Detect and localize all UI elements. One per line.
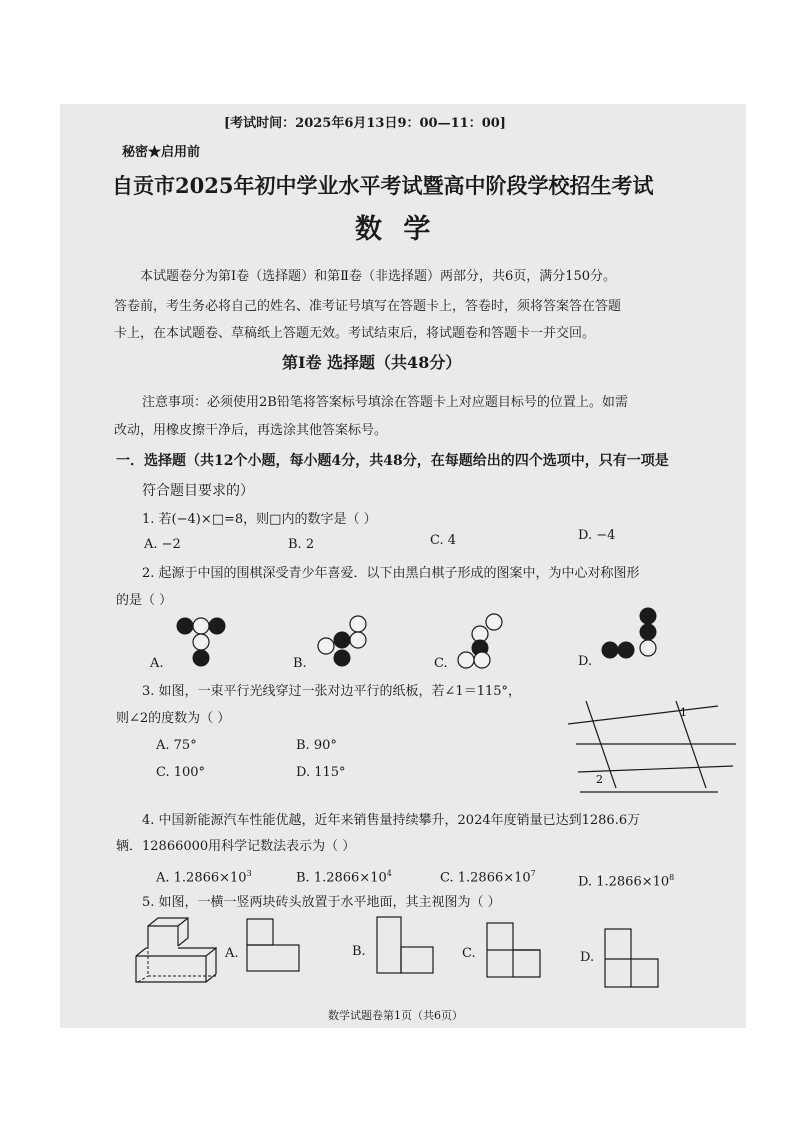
q4-option-d-base: D. 1.2866×10: [578, 874, 670, 890]
white-stone: [350, 632, 366, 648]
section-heading-line-1: 一．选择题（共12个小题，每小题4分，共48分，在每题给出的四个选项中，只有一项是: [116, 453, 669, 469]
angle-2-label: 2: [596, 773, 603, 786]
q5-bricks-figure: [132, 916, 222, 988]
q4-option-a: [156, 869, 252, 885]
black-stone: [177, 618, 193, 634]
q4-option-b-base: B. 1.2866×10: [296, 870, 387, 886]
q3-option-c: C. 100°: [156, 765, 206, 780]
q5-option-d-label: D.: [580, 950, 595, 965]
q2-option-d-label: D.: [578, 654, 593, 669]
q2-stem-line-2: 的是（ ）: [116, 593, 173, 608]
intro-line-2: 答卷前，考生务必将自己的姓名、准考证号填写在答题卡上，答卷时，须将答案答在答题: [114, 299, 622, 314]
q4-option-b-exponent: 4: [386, 869, 392, 878]
white-stone: [193, 634, 209, 650]
section-heading-line-2: 符合题目要求的）: [142, 483, 254, 499]
q2-option-c-figure: [456, 612, 512, 668]
white-stone: [318, 638, 334, 654]
q2-option-b-figure: [315, 612, 377, 672]
intro-line-3: 卡上，在本试题卷、草稿纸上答题无效。考试结束后，将试题卷和答题卡一并交回。: [114, 326, 596, 341]
q4-option-c: [440, 869, 536, 885]
q3-option-d: D. 115°: [296, 765, 346, 780]
q4-option-c-base: C. 1.2866×10: [440, 870, 531, 886]
white-stone: [474, 652, 490, 668]
q4-stem-line-2: 辆．12866000用科学记数法表示为（ ）: [116, 839, 356, 854]
secret-label: 秘密★启用前: [122, 145, 201, 160]
q4-option-b: [296, 869, 392, 885]
q4-option-d: [578, 873, 674, 889]
page-footer: 数学试题卷第1页（共6页）: [328, 1009, 463, 1022]
angle-1-label: 1: [680, 706, 687, 719]
light-ray: [578, 766, 733, 772]
white-stone: [458, 652, 474, 668]
q1-option-d: D. −4: [578, 528, 616, 543]
q2-stem-line-1: 2. 起源于中国的围棋深受青少年喜爱．以下由黑白棋子形成的图案中，为中心对称图形: [142, 566, 640, 581]
intro-line-1: 本试题卷分为第Ⅰ卷（选择题）和第Ⅱ卷（非选择题）两部分，共6页，满分150分。: [140, 269, 617, 284]
q4-option-a-exponent: 3: [246, 869, 252, 878]
q2-option-b-label: B.: [293, 656, 307, 671]
q3-option-a: A. 75°: [156, 738, 197, 753]
q2-option-a-figure: [170, 614, 230, 670]
notice-line-1: 注意事项：必须使用2B铅笔将答案标号填涂在答题卡上对应题目标号的位置上。如需: [142, 395, 628, 410]
white-stone: [640, 640, 656, 656]
q2-option-d-figure: [600, 604, 662, 668]
part1-heading: 第Ⅰ卷 选择题（共48分）: [282, 353, 462, 372]
q5-option-b-figure: [376, 916, 436, 976]
exam-time: [考试时间：2025年6月13日9：00—11：00]: [224, 116, 506, 131]
q5-option-c-figure: [486, 922, 544, 980]
white-stone: [350, 616, 366, 632]
black-stone: [640, 608, 656, 624]
q5-option-a-figure: [246, 918, 302, 974]
q5-stem: 5. 如图，一横一竖两块砖头放置于水平地面，其主视图为（ ）: [142, 895, 501, 910]
notice-line-2: 改动，用橡皮擦干净后，再选涂其他答案标号。: [114, 423, 388, 438]
black-stone: [334, 632, 350, 648]
white-stone: [193, 618, 209, 634]
q2-option-a-label: A.: [150, 656, 164, 671]
q1-option-b: B. 2: [288, 537, 315, 552]
q4-option-c-exponent: 7: [530, 869, 536, 878]
q4-stem-line-1: 4. 中国新能源汽车性能优越，近年来销售量持续攀升，2024年度销量已达到1286.6万: [142, 813, 641, 828]
q3-stem-line-1: 3. 如图，一束平行光线穿过一张对边平行的纸板，若∠1＝115°，: [142, 684, 522, 699]
black-stone: [640, 624, 656, 640]
black-stone: [193, 650, 209, 666]
q1-stem: 1. 若(−4)×□=8，则□内的数字是（ ）: [142, 512, 377, 527]
q3-stem-line-2: 则∠2的度数为（ ）: [116, 711, 231, 726]
white-stone: [486, 614, 502, 630]
q5-option-b-label: B.: [352, 944, 366, 959]
q4-option-d-exponent: 8: [669, 873, 675, 882]
q5-option-d-figure: [604, 928, 662, 990]
q5-option-c-label: C.: [462, 946, 476, 961]
black-stone: [602, 642, 618, 658]
q1-option-a: A. −2: [144, 537, 181, 552]
q3-option-b: B. 90°: [296, 738, 337, 753]
black-stone: [334, 650, 350, 666]
q2-option-c-label: C.: [434, 656, 448, 671]
q3-figure: [568, 696, 738, 796]
subject-title: 数 学: [355, 214, 437, 245]
exam-paper: [60, 104, 746, 1028]
q1-option-c: C. 4: [430, 533, 457, 548]
black-stone: [209, 618, 225, 634]
q4-option-a-base: A. 1.2866×10: [156, 870, 247, 886]
exam-title: 自贡市2025年初中学业水平考试暨高中阶段学校招生考试: [112, 173, 654, 198]
q5-option-a-label: A.: [225, 946, 239, 961]
black-stone: [618, 642, 634, 658]
